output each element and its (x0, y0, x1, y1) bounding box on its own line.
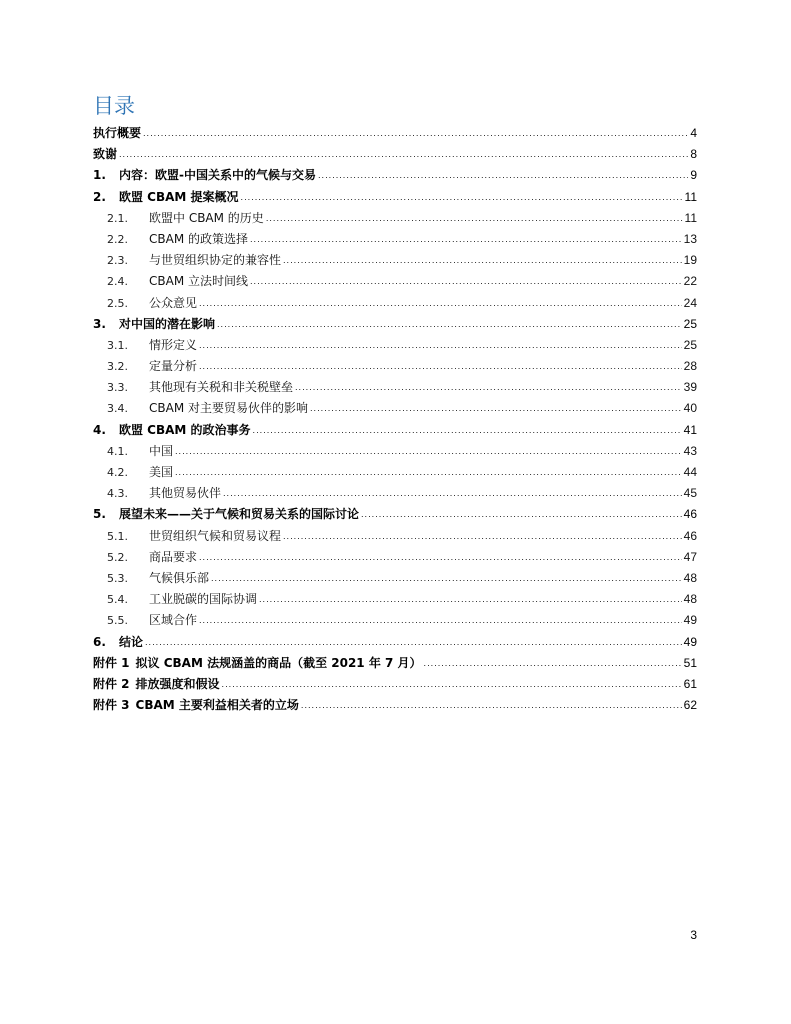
dot-leader (424, 653, 682, 674)
toc-entry-page: 48 (683, 592, 697, 607)
toc-entry-number: 5.4. (107, 593, 128, 607)
toc-entry-number: 5.2. (107, 550, 128, 564)
dot-leader (222, 674, 682, 695)
toc-entry-page: 49 (683, 634, 697, 649)
dot-leader (310, 398, 682, 419)
toc-entry-subsection[interactable] (93, 229, 697, 250)
toc-entry-number: 4.2. (107, 466, 128, 479)
toc-entry-subsection[interactable] (93, 462, 697, 483)
dot-leader (199, 547, 682, 568)
toc-entry-number: 2.2. (107, 232, 128, 246)
toc-entry-page: 25 (683, 316, 697, 331)
toc-entry-title: CBAM 主要利益相关者的立场 (135, 698, 299, 713)
toc-list (93, 123, 697, 716)
toc-entry-title: 致谢 (93, 147, 118, 162)
toc-entry-number: 附件 2 (93, 676, 130, 691)
toc-entry-section[interactable] (93, 504, 697, 525)
toc-entry-subsection[interactable] (93, 356, 697, 377)
toc-entry-number: 4.1. (107, 444, 128, 458)
toc-entry-number: 附件 3 (93, 698, 130, 713)
dot-leader (199, 335, 682, 356)
toc-entry-section[interactable] (93, 123, 697, 144)
toc-entry-subsection[interactable] (93, 441, 697, 462)
toc-entry-title: 其他现有关税和非关税壁垒 (149, 380, 294, 395)
toc-entry-section[interactable] (93, 187, 697, 208)
toc-entry-subsection[interactable] (93, 293, 697, 314)
toc-entry-section[interactable] (93, 695, 697, 716)
dot-leader (119, 144, 688, 165)
toc-entry-number: 2.3. (107, 254, 128, 268)
toc-entry-title: 工业脱碳的国际协调 (149, 592, 258, 607)
toc-entry-title: 拟议 CBAM 法规涵盖的商品（截至 2021 年 7 月） (135, 655, 422, 670)
toc-entry-number: 1. (93, 168, 106, 183)
toc-entry-number: 2.5. (107, 296, 128, 310)
dot-leader (259, 589, 682, 610)
toc-entry-page: 45 (683, 486, 697, 501)
toc-title: 目录 (93, 94, 135, 118)
toc-entry-page: 47 (683, 549, 697, 564)
toc-entry-page: 25 (683, 337, 697, 352)
dot-leader (318, 165, 688, 186)
toc-entry-number: 5. (93, 507, 106, 522)
toc-entry-number: 3.1. (107, 338, 128, 352)
dot-leader (253, 420, 682, 441)
toc-entry-subsection[interactable] (93, 377, 697, 398)
toc-entry-title: 排放强度和假设 (135, 676, 220, 691)
toc-entry-section[interactable] (93, 165, 697, 186)
toc-entry-page: 19 (683, 253, 697, 268)
toc-entry-number: 2.1. (107, 211, 128, 225)
toc-entry-number: 5.5. (107, 614, 128, 628)
dot-leader (223, 483, 682, 504)
toc-entry-title: 执行概要 (93, 126, 142, 140)
dot-leader (250, 229, 682, 250)
toc-entry-subsection[interactable] (93, 335, 697, 356)
toc-entry-page: 11 (684, 189, 697, 204)
toc-entry-section[interactable] (93, 144, 697, 165)
toc-entry-section[interactable] (93, 632, 697, 653)
dot-leader (143, 123, 688, 144)
toc-entry-number: 6. (93, 634, 106, 649)
toc-entry-subsection[interactable] (93, 208, 697, 229)
dot-leader (241, 187, 683, 208)
toc-entry-title: CBAM 的政策选择 (149, 231, 248, 246)
toc-entry-page: 40 (683, 401, 697, 416)
toc-entry-page: 48 (683, 570, 697, 585)
toc-entry-number: 3.3. (107, 381, 128, 395)
toc-entry-page: 8 (690, 147, 697, 162)
toc-entry-title: 世贸组织气候和贸易议程 (149, 528, 282, 543)
toc-entry-number: 附件 1 (93, 655, 130, 670)
dot-leader (199, 610, 682, 631)
toc-entry-number: 2.4. (107, 275, 128, 289)
toc-entry-subsection[interactable] (93, 589, 697, 610)
dot-leader (301, 695, 682, 716)
dot-leader (217, 314, 682, 335)
toc-entry-section[interactable] (93, 653, 697, 674)
dot-leader (295, 377, 682, 398)
dot-leader (145, 632, 682, 653)
toc-entry-page: 4 (690, 126, 697, 140)
toc-entry-number: 4. (93, 422, 106, 437)
toc-entry-number: 3.4. (107, 402, 128, 416)
toc-entry-number: 3.2. (107, 360, 128, 374)
toc-entry-page: 28 (683, 359, 697, 374)
toc-entry-page: 11 (684, 210, 697, 225)
toc-entry-title: 区域合作 (149, 613, 198, 628)
toc-entry-title: 与世贸组织协定的兼容性 (149, 253, 282, 268)
toc-entry-subsection[interactable] (93, 250, 697, 271)
toc-entry-title: CBAM 对主要贸易伙伴的影响 (149, 401, 308, 416)
dot-leader (199, 356, 682, 377)
dot-leader (175, 462, 682, 483)
dot-leader (283, 250, 682, 271)
page-number: 3 (690, 928, 697, 942)
toc-entry-page: 51 (683, 655, 697, 670)
toc-entry-page: 43 (683, 443, 697, 458)
toc-entry-page: 61 (683, 676, 697, 691)
toc-entry-page: 41 (683, 422, 697, 437)
toc-entry-number: 5.3. (107, 571, 128, 585)
toc-entry-subsection[interactable] (93, 271, 697, 292)
toc-entry-title: CBAM 立法时间线 (149, 274, 248, 289)
toc-entry-number: 3. (93, 316, 106, 331)
toc-entry-page: 39 (683, 380, 697, 395)
toc-entry-subsection[interactable] (93, 483, 697, 504)
toc-entry-page: 62 (683, 698, 697, 713)
toc-entry-page: 13 (683, 231, 697, 246)
toc-entry-title: 中国 (149, 443, 174, 458)
toc-entry-title: 其他贸易伙伴 (149, 486, 222, 501)
toc-entry-title: 欧盟 CBAM 的政治事务 (119, 422, 251, 437)
toc-entry-title: 定量分析 (149, 359, 198, 374)
dot-leader (199, 293, 682, 314)
toc-entry-page: 44 (683, 465, 697, 479)
toc-entry-page: 46 (683, 528, 697, 543)
dot-leader (211, 568, 682, 589)
toc-entry-title: 内容：欧盟-中国关系中的气候与交易 (119, 168, 316, 183)
toc-entry-title: 展望未来——关于气候和贸易关系的国际讨论 (119, 507, 360, 522)
toc-entry-section[interactable] (93, 420, 697, 441)
dot-leader (175, 441, 682, 462)
toc-entry-subsection[interactable] (93, 526, 697, 547)
toc-entry-subsection[interactable] (93, 398, 697, 419)
toc-entry-title: 对中国的潜在影响 (119, 316, 216, 331)
dot-leader (361, 504, 682, 525)
toc-entry-number: 2. (93, 189, 106, 204)
toc-entry-title: 欧盟 CBAM 提案概况 (119, 189, 239, 204)
toc-entry-section[interactable] (93, 674, 697, 695)
toc-entry-title: 商品要求 (149, 549, 198, 564)
toc-entry-title: 美国 (149, 465, 174, 479)
toc-entry-number: 4.3. (107, 487, 128, 501)
toc-entry-title: 欧盟中 CBAM 的历史 (149, 210, 264, 225)
toc-entry-title: 情形定义 (149, 337, 198, 352)
dot-leader (266, 208, 683, 229)
toc-entry-page: 9 (690, 168, 697, 183)
toc-entry-subsection[interactable] (93, 610, 697, 631)
toc-entry-page: 49 (683, 613, 697, 628)
toc-entry-section[interactable] (93, 314, 697, 335)
toc-entry-number: 5.1. (107, 529, 128, 543)
toc-entry-title: 气候俱乐部 (149, 570, 210, 585)
dot-leader (250, 271, 682, 292)
toc-entry-page: 24 (683, 295, 697, 310)
dot-leader (283, 526, 682, 547)
toc-entry-title: 公众意见 (149, 295, 198, 310)
toc-entry-page: 46 (683, 507, 697, 522)
toc-entry-subsection[interactable] (93, 568, 697, 589)
toc-entry-title: 结论 (119, 634, 144, 649)
toc-entry-page: 22 (683, 274, 697, 289)
toc-entry-subsection[interactable] (93, 547, 697, 568)
